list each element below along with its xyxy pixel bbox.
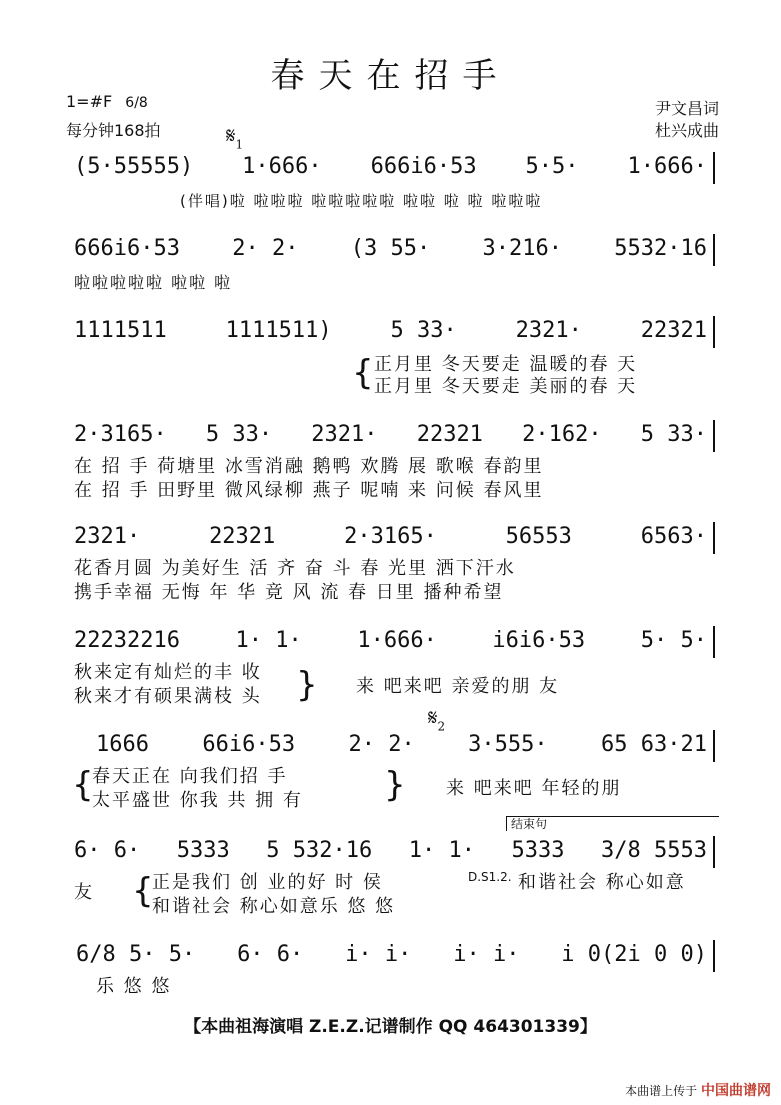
- footer-credit: 【本曲祖海演唱 Z.E.Z.记谱制作 QQ 464301339】: [184, 1017, 597, 1037]
- site-prefix: 本曲谱上传于: [625, 1084, 698, 1098]
- measure: 2321·: [311, 422, 378, 447]
- measure: 6563·: [640, 524, 707, 549]
- notes-row: [66, 522, 715, 554]
- measure: i6i6·53: [492, 628, 586, 653]
- lyric-line-verse-1: 花香月圆 为美好生 活 齐 奋 斗 春 光里 洒下汗水: [74, 558, 516, 579]
- measure: 5 532·16: [266, 838, 373, 863]
- lyric-line: 乐 悠 悠: [96, 976, 172, 997]
- lyric-line-verse-2: 秋来才有硕果满枝 头: [74, 686, 262, 707]
- time-signature: 6/8: [125, 94, 148, 111]
- measure: 5· 5·: [640, 628, 707, 653]
- lyric-line-verse-2: 正月里 冬天要走 美丽的春 天: [374, 376, 638, 397]
- lyric-line-verse-2: 在 招 手 田野里 微风绿柳 燕子 呢喃 来 问候 春风里: [74, 480, 544, 501]
- lyric-line-verse-2: 太平盛世 你我 共 拥 有: [92, 790, 303, 811]
- measure: 5·5·: [525, 154, 579, 179]
- measure: 5 33·: [390, 318, 457, 343]
- measure: 22232216: [74, 628, 180, 653]
- measure: 666i6·53: [370, 154, 477, 179]
- notes-row: [66, 836, 715, 868]
- measure: 22321: [640, 318, 707, 343]
- lyric-line: 啦啦啦啦啦 啦啦 啦: [74, 273, 233, 292]
- notes-row: [66, 420, 715, 452]
- measure: 56553: [505, 524, 572, 549]
- measure: 22321: [416, 422, 483, 447]
- measure: 6· 6·: [74, 838, 141, 863]
- lyric-line-chorus: 来 吧来吧 年轻的朋: [446, 778, 622, 799]
- measure: 66i6·53: [202, 732, 296, 757]
- notes-row: [66, 626, 715, 658]
- lyric-line-verse-1: 在 招 手 荷塘里 冰雪消融 鹅鸭 欢腾 展 歌喉 春韵里: [74, 456, 544, 477]
- segno-sign-2: $𝄋_2$: [428, 706, 446, 734]
- measure: 5333: [511, 838, 565, 863]
- measure: 1·666·: [627, 154, 707, 179]
- dal-segno-mark: D.S1.2.: [468, 870, 512, 884]
- ending-bracket: 结束句: [506, 816, 719, 831]
- measure: 2·3165·: [344, 524, 437, 549]
- measure: 1·666·: [357, 628, 437, 653]
- lyric-line-verse-1: 春天正在 向我们招 手: [92, 766, 288, 787]
- measure: 1· 1·: [235, 628, 302, 653]
- measure: 1·666·: [242, 154, 322, 179]
- measure: 6· 6·: [237, 942, 304, 967]
- notes-row: [66, 234, 715, 266]
- measure: 2·3165·: [74, 422, 167, 447]
- measure: i 0(2i 0 0): [561, 942, 707, 967]
- composer-credit: 杜兴成曲: [654, 121, 719, 140]
- measure: 5 33·: [205, 422, 273, 447]
- notes-row: [66, 152, 715, 184]
- lyric-line-verse-1: 正是我们 创 业的好 时 侯: [152, 872, 383, 893]
- measure: 1· 1·: [408, 838, 475, 863]
- measure: 2· 2·: [348, 732, 415, 757]
- measure: 2321·: [515, 318, 582, 343]
- measure: 3/8 5553: [600, 838, 707, 863]
- measure: 1111511): [225, 318, 332, 343]
- measure: (5·55555): [74, 154, 194, 179]
- measure: 2·162·: [522, 422, 602, 447]
- measure: i· i·: [453, 942, 520, 967]
- site-watermark: [625, 1080, 771, 1100]
- lyric-line-verse-2: 携手幸福 无悔 年 华 竟 风 流 春 日里 播种希望: [74, 582, 504, 603]
- lyricist-credit: 尹文昌词: [654, 99, 719, 118]
- lyric-line-verse-2: 和谐社会 称心如意乐 悠 悠: [152, 896, 396, 917]
- measure: 2· 2·: [232, 236, 299, 261]
- site-name: 中国曲谱网: [701, 1083, 771, 1099]
- measure: 2321·: [74, 524, 141, 549]
- key-signature: [66, 92, 148, 111]
- lyric-line: (伴唱)啦 啦啦啦 啦啦啦啦啦 啦啦 啦 啦 啦啦啦: [180, 192, 543, 210]
- verse-bracket: {: [132, 871, 154, 911]
- lyric-line-verse-1: 秋来定有灿烂的丰 收: [74, 662, 262, 683]
- measure: 5333: [176, 838, 230, 863]
- notes-row: [66, 316, 715, 348]
- lyric-line-end: 友: [74, 882, 94, 903]
- measure: 3·216·: [482, 236, 562, 261]
- lyric-line-verse-1: 正月里 冬天要走 温暖的春 天: [374, 354, 638, 375]
- tempo-marking: 每分钟168拍: [66, 121, 161, 140]
- measure: 65 63·21: [600, 732, 707, 757]
- measure: i· i·: [345, 942, 412, 967]
- lyric-line-coda: 和谐社会 称心如意: [518, 872, 686, 893]
- page-title: 春天在招手: [270, 56, 511, 96]
- measure: 6/8 5· 5·: [76, 942, 196, 967]
- measure: (3 55·: [350, 236, 431, 261]
- verse-bracket-close: }: [296, 665, 318, 705]
- measure: 3·555·: [468, 732, 548, 757]
- verse-bracket-close: }: [384, 765, 406, 805]
- verse-bracket: {: [72, 765, 94, 805]
- lyric-line-chorus: 来 吧来吧 亲爱的朋 友: [356, 676, 560, 697]
- measure: 5 33·: [640, 422, 707, 447]
- notes-row: [66, 730, 715, 762]
- measure: 5532·16: [614, 236, 707, 261]
- verse-bracket: {: [352, 353, 374, 393]
- measure: 666i6·53: [74, 236, 180, 261]
- notes-row: [66, 940, 715, 972]
- measure: 1111511: [74, 318, 167, 343]
- measure: 22321: [209, 524, 276, 549]
- segno-sign-1: $𝄋_1$: [226, 124, 244, 152]
- measure: 1666: [96, 732, 149, 757]
- key-label: 1=#F: [66, 92, 113, 111]
